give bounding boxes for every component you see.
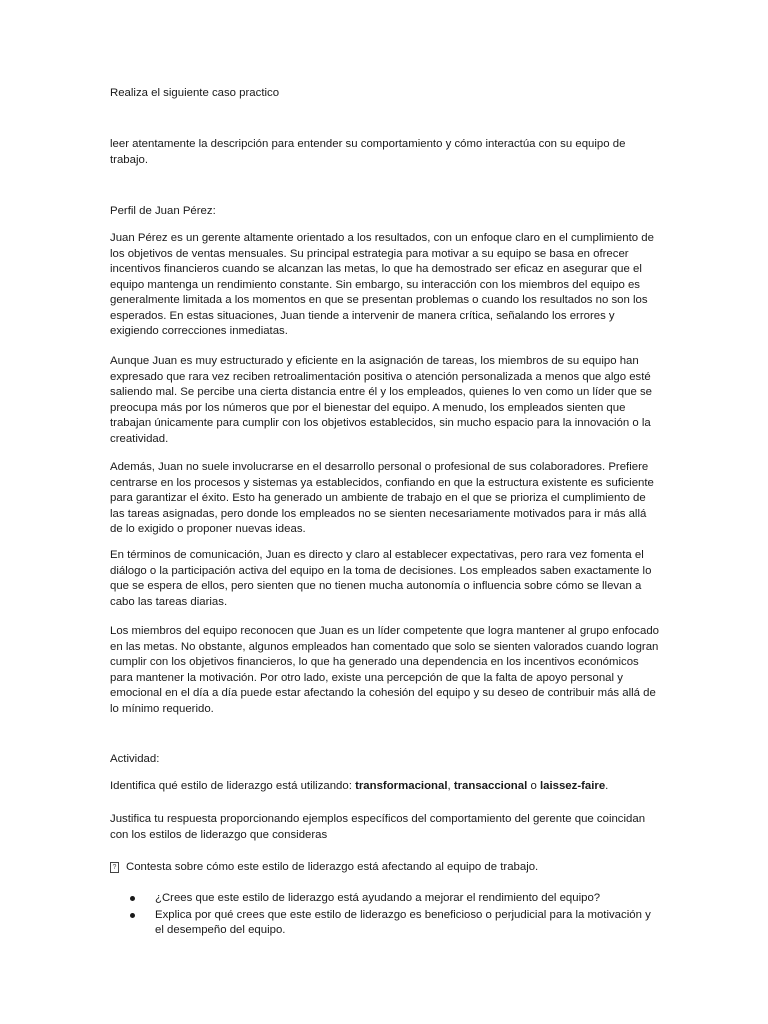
separator: ,: [447, 780, 454, 792]
bullet-icon: [130, 896, 135, 901]
style-transaccional: transaccional: [453, 780, 528, 792]
profile-paragraph: Además, Juan no suele involucrarse en el desarrollo personal o profesional de sus colaboradores. Prefiere centrarse en los procesos y sistemas ya establecidos, confiando en que la estructura existente es suficiente para garantizar el éxito. Esto ha generado un ambiente de trabajo en el que se prioriza el cumplimiento de las tareas asignadas, pero donde los empleados no se sienten necesariamente motivados para ir más allá de lo exigido o proponer nuevas ideas.: [110, 461, 654, 535]
profile-paragraph: Aunque Juan es muy estructurado y eficiente en la asignación de tareas, los miembros de su equipo han expresado que rara vez reciben retroalimentación positiva o atención personalizada a menos que algo esté saliendo mal. Se percibe una cierta distancia entre él y los empleados, quienes lo ven como un líder que se preocupa más por los números que por el bienestar del equipo. A menudo, los empleados sienten que trabajan únicamente para cumplir con los objetivos establecidos, sin mucho espacio para la innovación o la creatividad.: [110, 355, 653, 445]
document-title: Realiza el siguiente caso practico: [110, 87, 280, 99]
identify-instruction: [110, 779, 660, 795]
intro-text: leer atentamente la descripción para entender su comportamiento y cómo interactúa con su equipo de trabajo.: [110, 138, 626, 166]
list-item: [130, 908, 660, 939]
question-list: [130, 891, 660, 939]
separator: o: [527, 780, 540, 792]
list-item-text: ¿Crees que este estilo de liderazgo está ayudando a mejorar el rendimiento del equipo?: [155, 892, 601, 904]
profile-heading: Perfil de Juan Pérez:: [110, 205, 216, 217]
contest-text: Contesta sobre cómo este estilo de liderazgo está afectando al equipo de trabajo.: [126, 861, 539, 873]
list-item: [130, 891, 660, 907]
activity-heading: Actividad:: [110, 753, 160, 765]
style-laissez-faire: laissez-faire: [539, 780, 606, 792]
profile-paragraph: Juan Pérez es un gerente altamente orientado a los resultados, con un enfoque claro en el cumplimiento de los objetivos de ventas mensuales. Su principal estrategia para motivar a su equipo se basa en ofrecer incentivos financieros cuando se alcanzan las metas, lo que ha demostrado ser eficaz en asegurar que el equipo mantenga un rendimiento constante. Sin embargo, su interacción con los miembros del equipo es generalmente limitada a los momentos en que se presentan problemas o cuando los resultados no son los esperados. En estas situaciones, Juan tiende a intervenir de manera crítica, señalando los errores y exigiendo correcciones inmediatas.: [110, 232, 654, 337]
profile-paragraph: En términos de comunicación, Juan es directo y claro al establecer expectativas, pero rara vez fomenta el diálogo o la participación activa del equipo en la toma de decisiones. Los empleados saben exactamente lo que se espera de ellos, pero sienten que no tienen mucha autonomía o influencia sobre cómo se llevan a cabo las tareas diarias.: [110, 549, 652, 608]
list-item-text: Explica por qué crees que este estilo de liderazgo es beneficioso o perjudicial para la motivación y el desempeño del equipo.: [155, 908, 651, 936]
bullet-icon: [130, 913, 135, 918]
profile-paragraph: Los miembros del equipo reconocen que Juan es un líder competente que logra mantener al grupo enfocado en las metas. No obstante, algunos empleados han comentado que solo se sienten valorados cuando logran cumplir con los objetivos financieros, lo que ha generado una dependencia en los incentivos económicos para mantener la motivación. Por otro lado, existe una percepción de que la falta de apoyo personal y emocional en el día a día puede estar afectando la cohesión del equipo y su deseo de contribuir más allá de lo mínimo requerido.: [110, 625, 660, 715]
contest-instruction: [110, 860, 660, 876]
identify-suffix: .: [605, 780, 609, 792]
justify-instruction: Justifica tu respuesta proporcionando ejemplos específicos del comportamiento del gerente que coincidan con los estilos de liderazgo que consideras: [110, 813, 646, 841]
identify-prefix: Identifica qué estilo de liderazgo está utilizando:: [110, 780, 356, 792]
style-transformacional: transformacional: [355, 780, 448, 792]
checkbox-icon: ?: [110, 862, 119, 873]
